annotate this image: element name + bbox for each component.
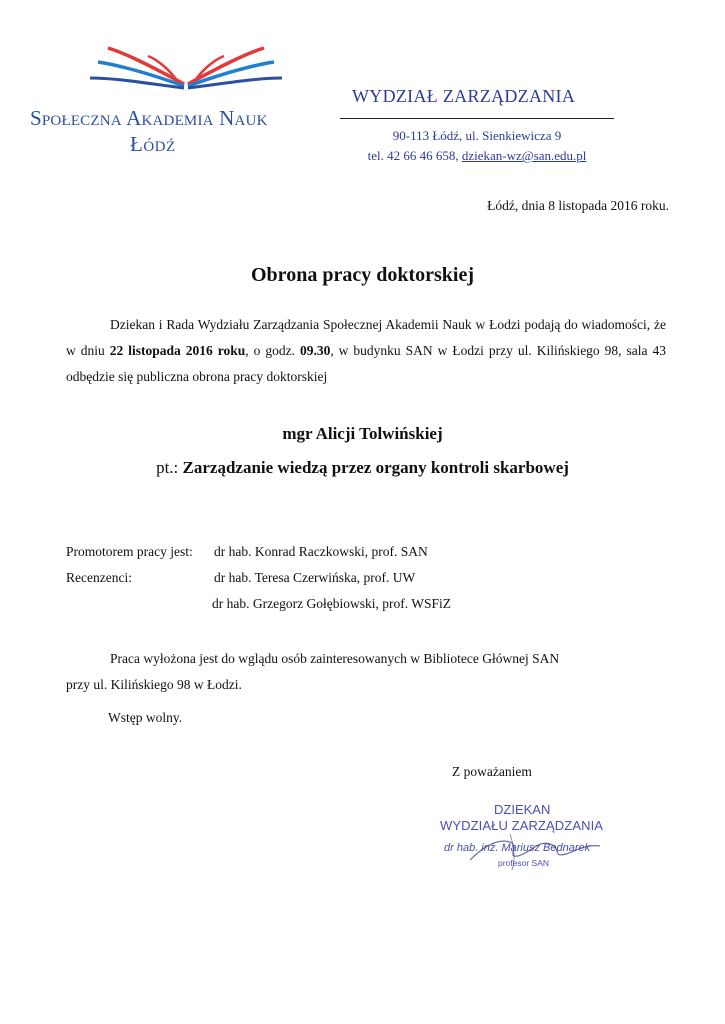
institution-city: Łódź (130, 132, 176, 156)
closing-salutation: Z poważaniem (452, 764, 532, 779)
reviewers-label: Recenzenci: (66, 570, 132, 585)
entry-note: Wstęp wolny. (108, 710, 183, 725)
header-divider (340, 118, 614, 119)
announcement-text-1: Dziekan i Rada Wydziału Zarządzania Społecznej Akademii Nauk w Łodzi podają do wiadomości, że w dniu (66, 317, 666, 358)
faculty-address: 90-113 Łódź, ul. Sienkiewicza 9 (392, 128, 562, 143)
availability-line-2: przy ul. Kilińskiego 98 w Łodzi. (66, 677, 242, 692)
faculty-contact (340, 148, 614, 164)
stamp-title: DZIEKAN (494, 802, 551, 817)
thesis-prefix: pt.: (156, 458, 183, 477)
promoter-name: dr hab. Konrad Raczkowski, prof. SAN (214, 544, 428, 559)
institution-name: Społeczna Akademia Nauk (30, 106, 268, 130)
thesis-title-line (0, 458, 725, 478)
page-title: Obrona pracy doktorskiej (251, 264, 474, 286)
availability-line-1: Praca wyłożona jest do wglądu osób zainteresowanych w Bibliotece Głównej SAN (110, 651, 560, 666)
document-date: Łódź, dnia 8 listopada 2016 roku. (487, 198, 669, 213)
reviewer-name: dr hab. Teresa Czerwińska, prof. UW (214, 570, 416, 585)
handwritten-signature-icon (440, 818, 610, 878)
reviewer-name: dr hab. Grzegorz Gołębiowski, prof. WSFiZ (212, 596, 451, 611)
faculty-email-link[interactable]: dziekan-wz@san.edu.pl (461, 148, 587, 163)
announcement-text-2: , o godz. (245, 343, 300, 358)
stamp-dean-title: profesor SAN (498, 858, 550, 868)
stamp-faculty: WYDZIAŁU ZARZĄDZANIA (440, 818, 604, 833)
defense-date: 22 listopada 2016 roku (109, 343, 246, 358)
open-book-wings-logo-icon (88, 44, 284, 94)
availability-paragraph (66, 646, 666, 698)
announcement-text-3: , w budynku SAN w Łodzi przy ul. Kilińskiego 98, sala 43 odbędzie się publiczna obrona pracy doktorskiej (66, 343, 667, 384)
faculty-phone: tel. 42 66 46 658, (367, 148, 459, 163)
announcement-paragraph (66, 312, 666, 390)
promoter-label: Promotorem pracy jest: (66, 544, 193, 559)
stamp-dean-name: dr hab. inż. Mariusz Bednarek (444, 842, 591, 854)
candidate-name: mgr Alicji Tolwińskiej (282, 424, 443, 443)
defense-time: 09.30 (299, 343, 331, 358)
thesis-title: Zarządzanie wiedzą przez organy kontroli skarbowej (182, 458, 569, 477)
faculty-name: WYDZIAŁ ZARZĄDZANIA (352, 86, 576, 106)
